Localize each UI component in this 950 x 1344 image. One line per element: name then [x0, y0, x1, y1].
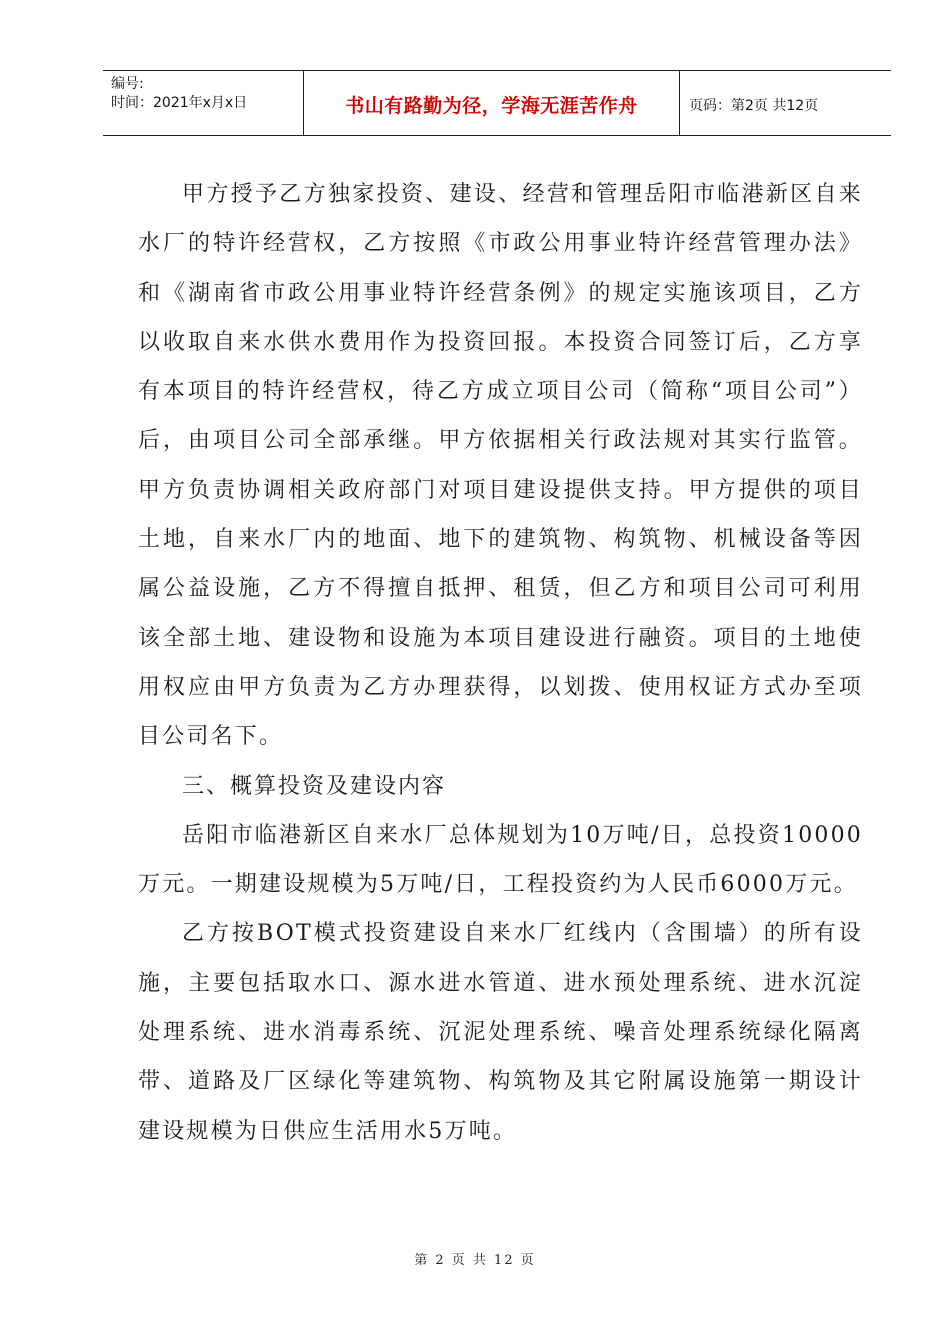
header-meta-cell: [103, 71, 303, 135]
header-motto-cell: [303, 71, 680, 135]
paragraph-construction: 乙方按BOT模式投资建设自来水厂红线内（含围墙）的所有设施，主要包括取水口、源水进水管道、进水预处理系统、进水沉淀处理系统、进水消毒系统、沉泥处理系统、噪音处理系统绿化隔离带、道路及厂区绿化等建筑物、构筑物及其它附属设施第一期设计建设规模为日供应生活用水5万吨。: [138, 921, 863, 1144]
header-page-cell: [679, 71, 891, 135]
page-footer: 第 2 页 共 12 页: [414, 1253, 536, 1268]
section-heading-3: 三、概算投资及建设内容: [182, 773, 447, 799]
paragraph-investment: 岳阳市临港新区自来水厂总体规划为10万吨/日，总投资10000万元。一期建设规模为5万吨/日，工程投资约为人民币6000万元。: [138, 822, 863, 898]
paragraph-franchise: 甲方授予乙方独家投资、建设、经营和管理岳阳市临港新区自来水厂的特许经营权，乙方按照《市政公用事业特许经营管理办法》和《湖南省市政公用事业特许经营条例》的规定实施该项目，乙方以收取自来水供水费用作为投资回报。本投资合同签订后，乙方享有本项目的特许经营权，待乙方成立项目公司（简称“项目公司”）后，由项目公司全部承继。甲方依据相关行政法规对其实行监管。甲方负责协调相关政府部门对项目建设提供支持。甲方提供的项目土地，自来水厂内的地面、地下的建筑物、构筑物、机械设备等因属公益设施，乙方不得擅自抵押、租赁，但乙方和项目公司可利用该全部土地、建设物和设施为本项目建设进行融资。项目的土地使用权应由甲方负责为乙方办理获得，以划拨、使用权证方式办至项目公司名下。: [138, 182, 863, 750]
document-body: [138, 170, 863, 1156]
header-page-info: 页码：第2页 共12页: [689, 98, 819, 114]
document-header: [103, 70, 891, 136]
header-motto: 书山有路勤为径，学海无涯苦作舟: [345, 95, 638, 117]
document-time-label: 时间：2021年x月x日: [111, 95, 248, 111]
document-number-label: 编号:: [111, 76, 144, 92]
